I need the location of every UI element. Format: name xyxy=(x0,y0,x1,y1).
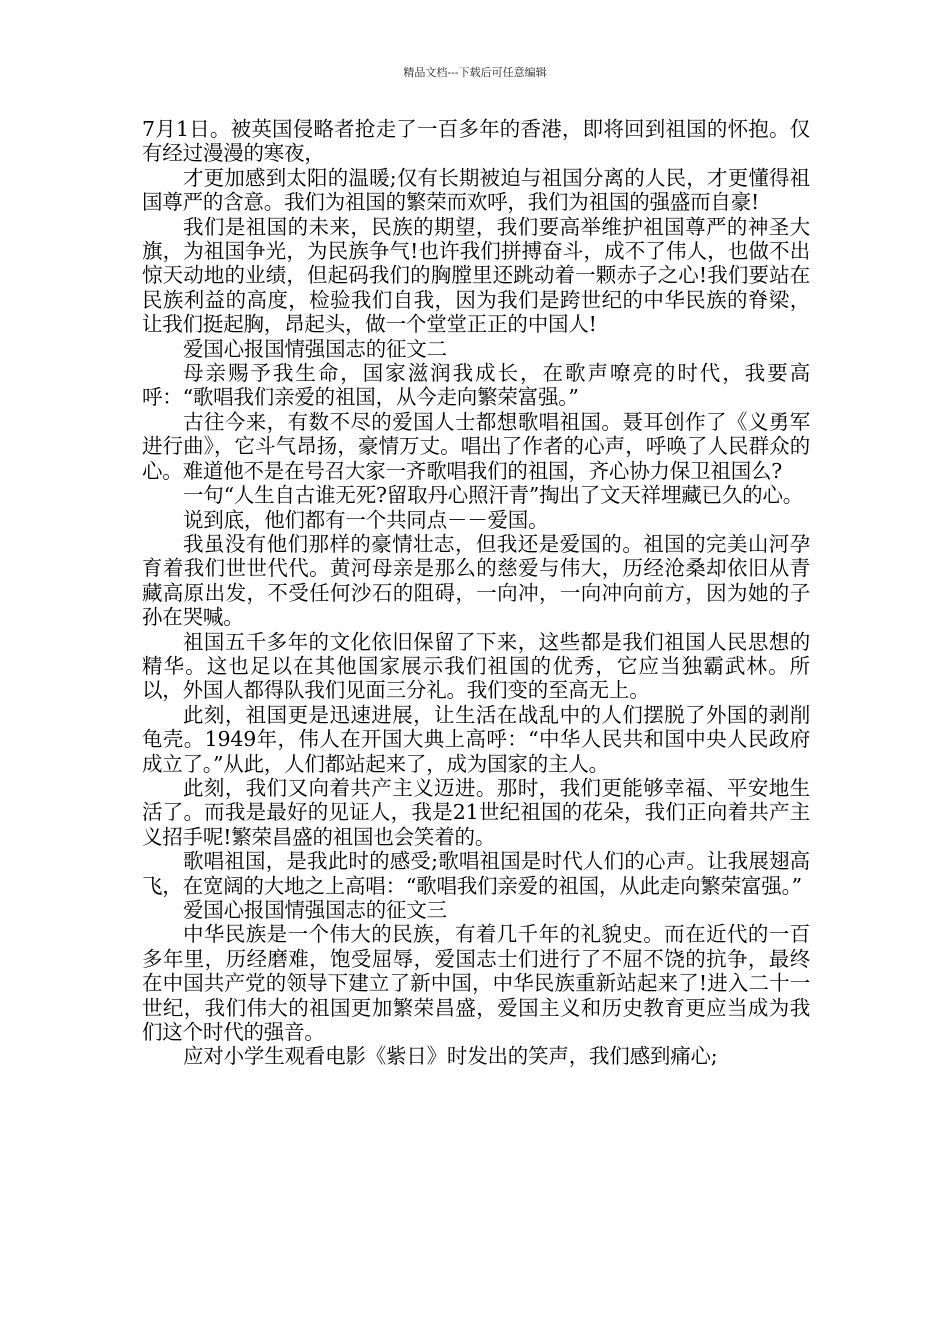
paragraph: 爱国心报国情强国志的征文三 xyxy=(183,898,447,922)
paragraph: 7月1日。被英国侵略者抢走了一百多年的香港，即将回到祖国的怀抱。仅有经过漫漫的寒夜， xyxy=(142,117,810,166)
page-header: 精品文档---下载后可任意编辑 xyxy=(403,66,547,79)
paragraph: 歌唱祖国，是我此时的感受;歌唱祖国是时代人们的心声。让我展翅高飞，在宽阔的大地之上高唱：“歌唱我们亲爱的祖国，从此走向繁荣富强。” xyxy=(142,849,810,898)
paragraph: 说到底，他们都有一个共同点－－爱国。 xyxy=(183,507,549,532)
paragraph: 古往今来，有数不尽的爱国人士都想歌唱祖国。聂耳创作了《义勇军进行曲》，它斗气昂扬，豪情万丈。唱出了作者的心声，呼唤了人民群众的心。难道他不是在号召大家一齐歌唱我们的祖国，齐心协力保卫祖国么? xyxy=(142,409,810,483)
paragraph: 母亲赐予我生命，国家滋润我成长，在歌声嘹亮的时代，我要高呼：“歌唱我们亲爱的祖国，从今走向繁荣富强。” xyxy=(142,361,810,410)
paragraph: 中华民族是一个伟大的民族，有着几千年的礼貌史。而在近代的一百多年里，历经磨难，饱受屈辱，爱国志士们进行了不屈不饶的抗争，最终在中国共产党的领导下建立了新中国，中华民族重新站起来了!进入二十一世纪，我们伟大的祖国更加繁荣昌盛，爱国主义和历史教育更应当成为我们这个时代的强音。 xyxy=(142,922,810,1045)
paragraph: 才更加感到太阳的温暖;仅有长期被迫与祖国分离的人民，才更懂得祖国尊严的含意。我们为祖国的繁荣而欢呼，我们为祖国的强盛而自豪! xyxy=(142,165,810,215)
paragraph: 此刻，祖国更是迅速进展，让生活在战乱中的人们摆脱了外国的剥削龟壳。1949年，伟人在开国大典上高呼：“中华人民共和国中央人民政府成立了。”从此，人们都站起来了，成为国家的主人。 xyxy=(142,702,810,776)
paragraph: 应对小学生观看电影《紫日》时发出的笑声，我们感到痛心; xyxy=(183,1044,718,1069)
paragraph: 我们是祖国的未来，民族的期望，我们要高举维护祖国尊严的神圣大旗，为祖国争光，为民族争气!也许我们拼搏奋斗，成不了伟人，也做不出惊天动地的业绩，但起码我们的胸膛里还跳动着一颗赤子之心!我们要站在民族利益的高度，检验我们自我，因为我们是跨世纪的中华民族的脊梁，让我们挺起胸，昂起头，做一个堂堂正正的中国人! xyxy=(142,214,810,337)
paragraph: 爱国心报国情强国志的征文二 xyxy=(183,336,447,361)
document-body xyxy=(142,117,810,1069)
paragraph: 我虽没有他们那样的豪情壮志，但我还是爱国的。祖国的完美山河孕育着我们世世代代。黄河母亲是那么的慈爱与伟大，历经沧桑却依旧从青藏高原出发，不受任何沙石的阻碍，一向冲，一向冲向前方，因为她的子孙在哭喊。 xyxy=(142,531,810,630)
paragraph: 一句“人生自古谁无死?留取丹心照汗青”掏出了文天祥埋藏已久的心。 xyxy=(183,483,804,508)
paragraph: 此刻，我们又向着共产主义迈进。那时，我们更能够幸福、平安地生活了。而我是最好的见证人，我是21世纪祖国的花朵，我们正向着共产主义招手呢!繁荣昌盛的祖国也会笑着的。 xyxy=(142,775,810,849)
paragraph: 祖国五千多年的文化依旧保留了下来，这些都是我们祖国人民思想的精华。这也足以在其他国家展示我们祖国的优秀，它应当独霸武林。所以，外国人都得队我们见面三分礼。我们变的至高无上。 xyxy=(142,629,810,703)
